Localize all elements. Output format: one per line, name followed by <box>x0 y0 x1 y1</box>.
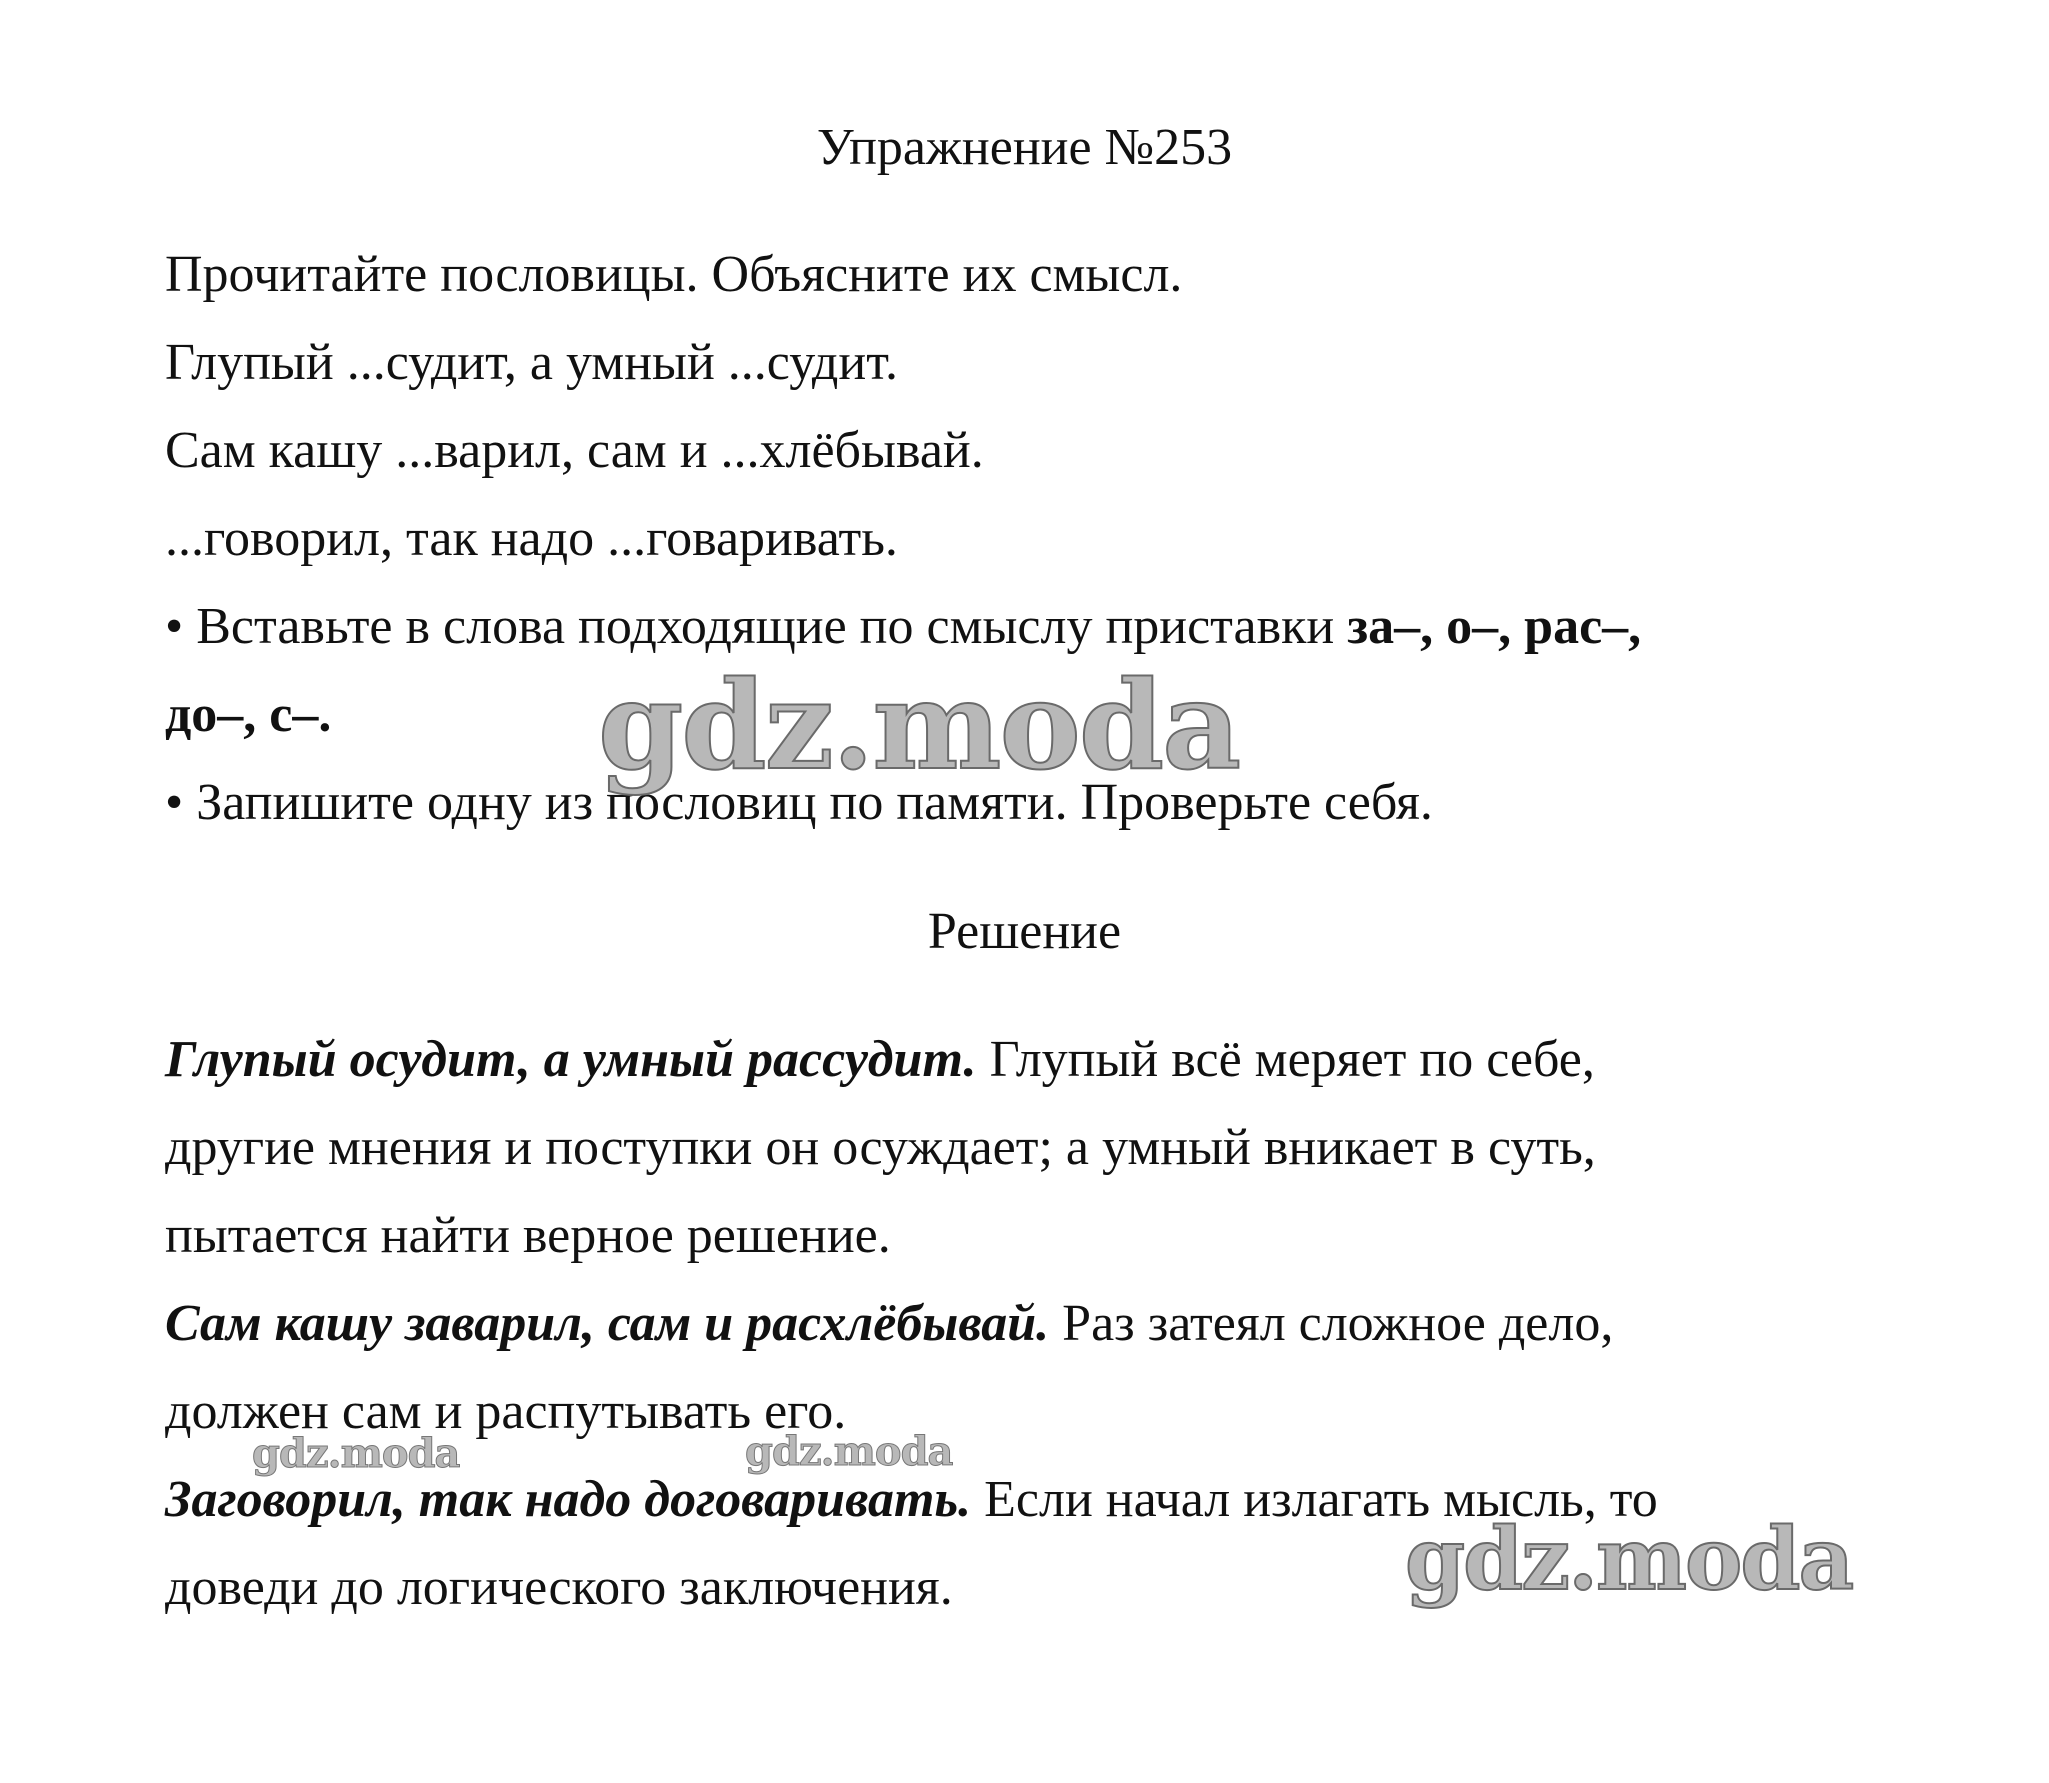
prefix-list-b: до–, с–. <box>165 686 332 743</box>
task-bullet-prefixes <box>165 597 1641 657</box>
watermark-large: gdz.moda <box>598 653 1240 797</box>
proverb-2: Сам кашу ...варил, сам и ...хлёбывай. <box>165 422 984 479</box>
solution-1-line-2: другие мнения и поступки он осуждает; а умный вникает в суть, <box>165 1119 1596 1176</box>
solution-2-text: Раз затеял сложное дело, <box>1049 1295 1614 1352</box>
solution-1-line-3: пытается найти верное решение. <box>165 1207 891 1264</box>
task-bullet-memory: • Запишите одну из пословиц по памяти. Проверьте себя. <box>165 774 1433 831</box>
solution-3-line-2: доведи до логического заключения. <box>165 1559 953 1616</box>
solution-1-proverb: Глупый осудит, а умный рассудит. <box>165 1031 977 1088</box>
solution-2-line-1 <box>165 1294 1613 1354</box>
proverb-3: ...говорил, так надо ...говаривать. <box>165 510 898 567</box>
solution-2-proverb: Сам кашу заварил, сам и расхлёбывай. <box>165 1295 1050 1352</box>
bullet-text: • Вставьте в слова подходящие по смыслу приставки <box>165 598 1348 655</box>
exercise-title: Упражнение №253 <box>816 119 1233 176</box>
solution-3-proverb: Заговорил, так надо договаривать. <box>165 1471 972 1528</box>
task-intro: Прочитайте пословицы. Объясните их смысл. <box>165 246 1183 303</box>
task-bullet-prefixes-cont <box>165 685 331 745</box>
proverb-1: Глупый ...судит, а умный ...судит. <box>165 334 899 391</box>
solution-3-line-1 <box>165 1470 1658 1530</box>
watermark-medium: gdz.moda <box>1405 1509 1853 1610</box>
solution-heading: Решение <box>927 903 1122 960</box>
solution-1-line-1 <box>165 1030 1595 1090</box>
watermark-small-left: gdz.moda <box>252 1430 460 1477</box>
watermark-small-center: gdz.moda <box>745 1428 953 1475</box>
solution-2-line-2: должен сам и распутывать его. <box>165 1383 847 1440</box>
solution-3-text: Если начал излагать мысль, то <box>971 1471 1658 1528</box>
solution-1-text: Глупый всё меряет по себе, <box>976 1031 1595 1088</box>
prefix-list-a: за–, о–, рас–, <box>1347 598 1642 655</box>
